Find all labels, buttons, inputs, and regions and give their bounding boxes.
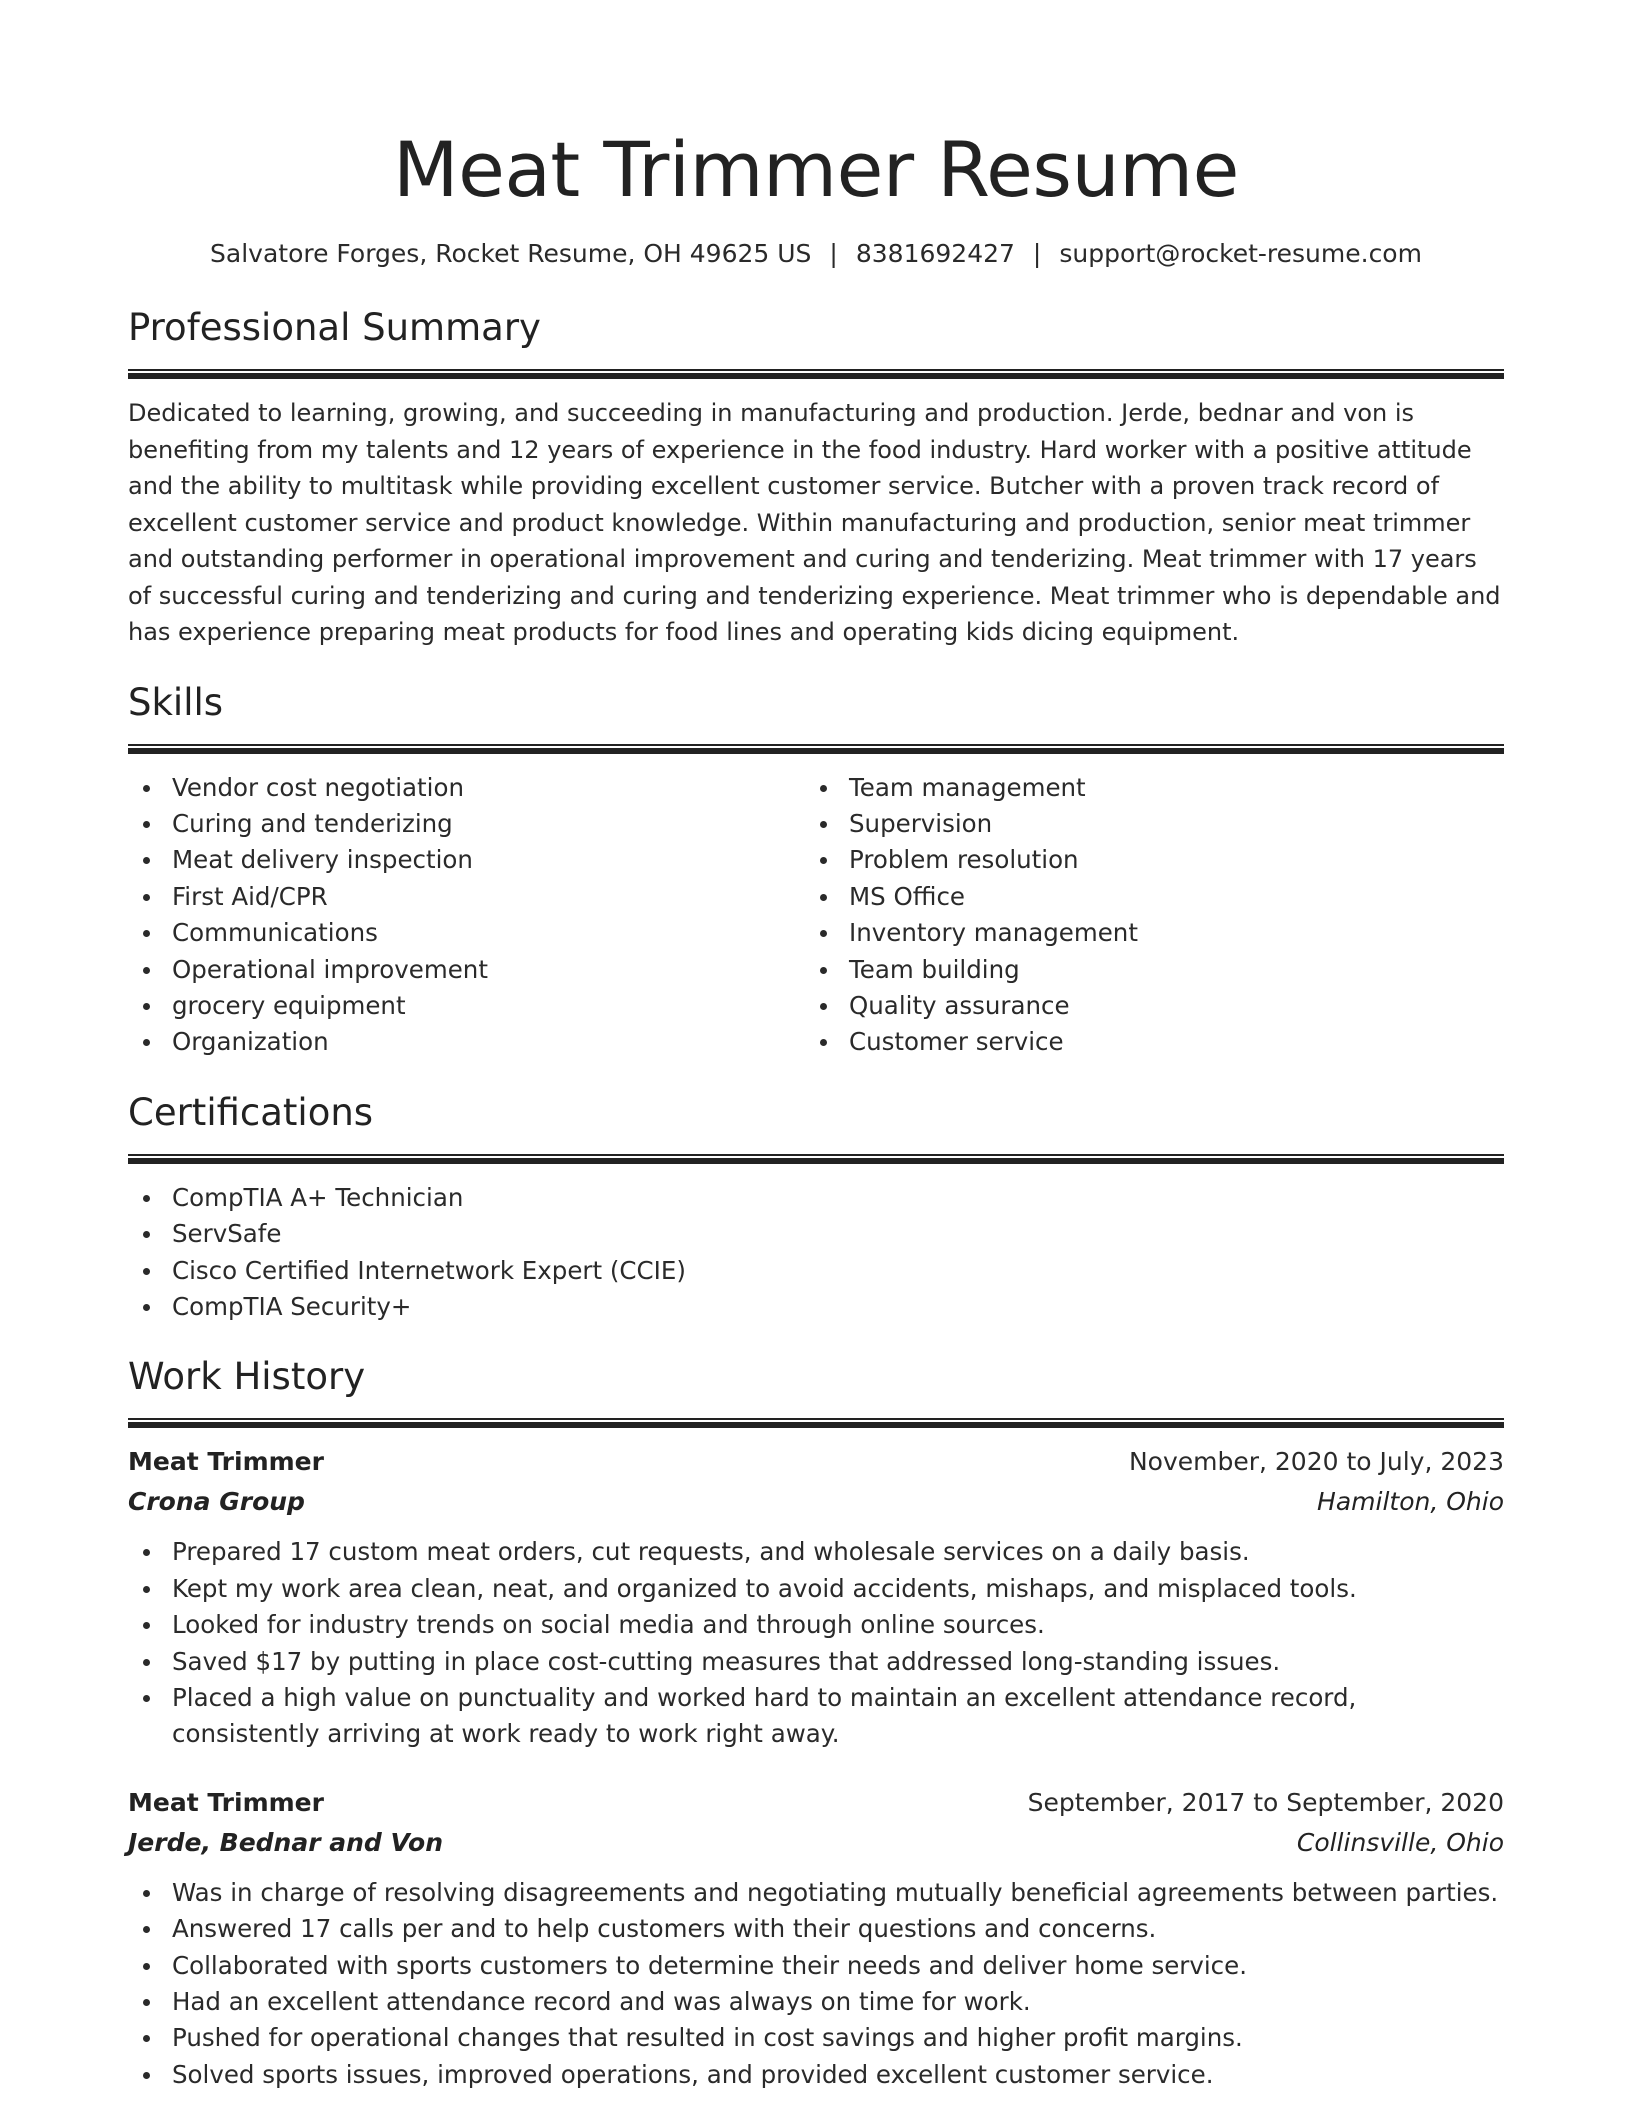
skill-item: Supervision — [805, 806, 1482, 842]
skill-item: Meat delivery inspection — [128, 842, 805, 878]
job-header — [128, 1783, 1504, 1823]
job-location: Collinsville, Ohio — [1296, 1827, 1504, 1857]
contact-line — [128, 236, 1504, 272]
job-bullet: Collaborated with sports customers to determine their needs and deliver home service. — [128, 1948, 1504, 1984]
job-subheader — [128, 1823, 1504, 1863]
contact-separator: | — [1032, 239, 1042, 268]
skill-item: Operational improvement — [128, 952, 805, 988]
certification-item: CompTIA A+ Technician — [128, 1180, 1504, 1216]
job-entry — [128, 1783, 1504, 2093]
skill-item: MS Office — [805, 879, 1482, 915]
contact-phone: 8381692427 — [855, 239, 1015, 268]
job-bullets — [128, 1534, 1504, 1752]
skill-item: Customer service — [805, 1024, 1482, 1060]
summary-text: Dedicated to learning, growing, and succeeding in manufacturing and production. Jerde, bednar and von is benefiting from my talents and 12 years of experience in the food industry. Hard worker with a positive attitude and the ability to multitask while providing excellent customer service. Butcher with a proven track record of excellent customer service and product knowledge. Within manufacturing and production, senior meat trimmer and outstanding performer in operational improvement and curing and tenderizing. Meat trimmer with 17 years of successful curing and tenderizing and curing and tenderizing experience. Meat trimmer who is dependable and has experience preparing meat products for food lines and operating kids dicing equipment. — [128, 399, 1501, 646]
certification-item: CompTIA Security+ — [128, 1289, 1504, 1325]
job-bullet: Looked for industry trends on social media and through online sources. — [128, 1607, 1504, 1643]
skill-item: grocery equipment — [128, 988, 805, 1024]
skill-item: Vendor cost negotiation — [128, 770, 805, 806]
job-bullets — [128, 1875, 1504, 2093]
contact-email: support@rocket-resume.com — [1059, 239, 1422, 268]
skills-list-left — [128, 770, 805, 1061]
certification-item: Cisco Certified Internetwork Expert (CCIE) — [128, 1253, 1504, 1289]
work-history-section — [128, 1352, 1504, 2093]
job-bullet: Answered 17 calls per and to help customers with their questions and concerns. — [128, 1911, 1504, 1947]
job-company: Crona Group — [128, 1487, 305, 1517]
job-bullet: Saved $17 by putting in place cost-cutting measures that addressed long-standing issues. — [128, 1644, 1504, 1680]
section-divider — [128, 1418, 1504, 1428]
contact-separator: | — [829, 239, 838, 268]
work-history-heading: Work History — [128, 1355, 366, 1399]
skills-heading: Skills — [128, 680, 224, 724]
job-company: Jerde, Bednar and Von — [128, 1827, 444, 1857]
summary-section — [128, 303, 1504, 651]
certification-item: ServSafe — [128, 1216, 1504, 1252]
job-title: Meat Trimmer — [128, 1447, 324, 1477]
certifications-heading: Certifications — [128, 1090, 374, 1134]
section-divider — [128, 744, 1504, 754]
job-dates: November, 2020 to July, 2023 — [1128, 1447, 1504, 1477]
job-bullet: Had an excellent attendance record and was always on time for work. — [128, 1984, 1504, 2020]
skill-item: First Aid/CPR — [128, 879, 805, 915]
summary-heading: Professional Summary — [128, 306, 541, 349]
job-header — [128, 1442, 1504, 1482]
skill-item: Problem resolution — [805, 842, 1482, 878]
skill-item: Curing and tenderizing — [128, 806, 805, 842]
job-bullet: Prepared 17 custom meat orders, cut requests, and wholesale services on a daily basis. — [128, 1534, 1504, 1570]
skills-grid — [128, 770, 1504, 1061]
certifications-section — [128, 1088, 1504, 1326]
job-bullet: Solved sports issues, improved operations, and provided excellent customer service. — [128, 2057, 1504, 2093]
job-entry — [128, 1442, 1504, 1752]
job-title: Meat Trimmer — [128, 1787, 324, 1817]
job-location: Hamilton, Ohio — [1317, 1487, 1504, 1517]
skill-item: Team building — [805, 952, 1482, 988]
skill-item: Organization — [128, 1024, 805, 1060]
skill-item: Inventory management — [805, 915, 1482, 951]
section-divider — [128, 1154, 1504, 1164]
skills-list-right — [805, 770, 1482, 1061]
job-subheader — [128, 1482, 1504, 1522]
skill-item: Quality assurance — [805, 988, 1482, 1024]
job-dates: September, 2017 to September, 2020 — [1027, 1787, 1504, 1817]
job-bullet: Pushed for operational changes that resulted in cost savings and higher profit margins. — [128, 2020, 1504, 2056]
job-bullet: Kept my work area clean, neat, and organized to avoid accidents, mishaps, and misplaced tools. — [128, 1571, 1504, 1607]
job-bullet: Placed a high value on punctuality and worked hard to maintain an excellent attendance record, consistently arriving at work ready to work right away. — [128, 1680, 1504, 1753]
contact-address: Salvatore Forges, Rocket Resume, OH 49625 US — [210, 239, 812, 268]
job-bullet: Was in charge of resolving disagreements and negotiating mutually beneficial agreements between parties. — [128, 1875, 1504, 1911]
skills-section — [128, 678, 1504, 1061]
certifications-list — [128, 1180, 1504, 1326]
resume-title: Meat Trimmer Resume — [393, 125, 1239, 214]
skill-item: Team management — [805, 770, 1482, 806]
section-divider — [128, 369, 1504, 379]
skill-item: Communications — [128, 915, 805, 951]
